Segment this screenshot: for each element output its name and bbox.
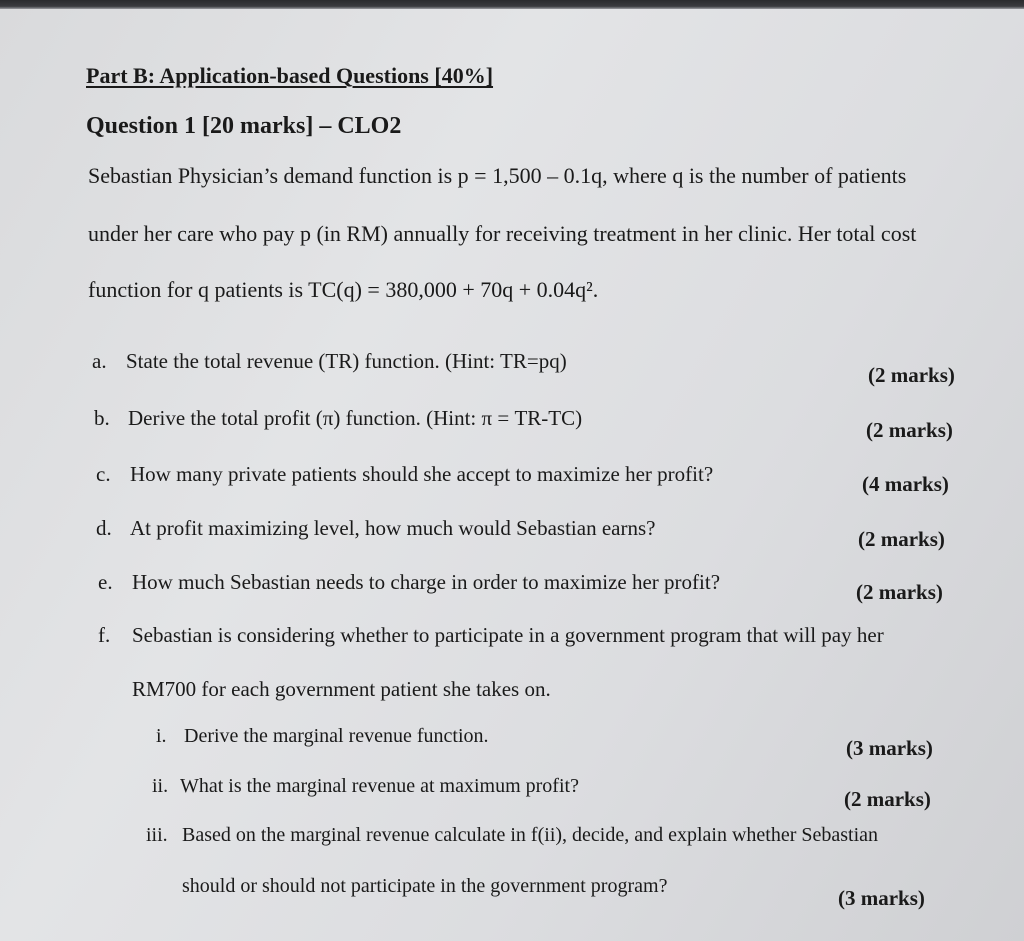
question-item-c: [96, 462, 713, 487]
question-item-d: [96, 516, 655, 541]
intro-line-2: under her care who pay p (in RM) annually for receiving treatment in her clinic. Her total cost: [88, 221, 917, 246]
item-label: c.: [96, 462, 111, 486]
question-item-f: [98, 623, 884, 648]
item-c-marks: (4 marks): [862, 472, 949, 496]
question-title: Question 1 [20 marks] – CLO2: [86, 113, 402, 139]
item-label: a.: [92, 349, 107, 373]
item-d-marks: (2 marks): [858, 527, 945, 551]
item-b-marks: (2 marks): [866, 418, 953, 442]
subitem-text: What is the marginal revenue at maximum profit?: [180, 775, 579, 797]
subquestion-iii: [146, 824, 878, 847]
subitem-text: Derive the marginal revenue function.: [184, 725, 489, 747]
item-text: Sebastian is considering whether to participate in a government program that will pay her: [132, 623, 884, 647]
subquestion-ii: [152, 775, 579, 798]
question-item-b: [94, 406, 582, 431]
intro-line-3: function for q patients is TC(q) = 380,000 + 70q + 0.04q².: [88, 277, 599, 302]
item-label: f.: [98, 623, 111, 647]
item-text: How much Sebastian needs to charge in order to maximize her profit?: [132, 570, 721, 594]
item-label: e.: [98, 570, 113, 594]
question-item-e: [98, 570, 720, 595]
subquestion-iii-continued: should or should not participate in the government program?: [182, 875, 668, 897]
item-text: At profit maximizing level, how much would Sebastian earns?: [130, 516, 656, 540]
intro-line-1: Sebastian Physician’s demand function is p = 1,500 – 0.1q, where q is the number of patients: [88, 163, 907, 188]
question-item-a: [92, 349, 567, 374]
question-item-f-continued: RM700 for each government patient she takes on.: [132, 677, 551, 701]
subitem-label: iii.: [146, 824, 168, 846]
subitem-ii-marks: (2 marks): [844, 787, 931, 811]
part-title: Part B: Application-based Questions [40%]: [86, 63, 494, 88]
item-text: How many private patients should she accept to maximize her profit?: [130, 462, 714, 486]
subitem-i-marks: (3 marks): [846, 736, 933, 760]
item-label: d.: [96, 516, 112, 540]
subitem-text: Based on the marginal revenue calculate in f(ii), decide, and explain whether Sebastian: [182, 824, 879, 846]
item-a-marks: (2 marks): [868, 363, 955, 387]
subitem-label: i.: [156, 725, 167, 747]
subitem-label: ii.: [152, 775, 169, 797]
item-e-marks: (2 marks): [856, 580, 943, 604]
item-text: State the total revenue (TR) function. (Hint: TR=pq): [126, 349, 567, 373]
subquestion-i: [156, 725, 489, 748]
item-label: b.: [94, 406, 110, 430]
subitem-iii-marks: (3 marks): [838, 886, 925, 910]
exam-sheet: [0, 9, 1024, 941]
item-text: Derive the total profit (π) function. (Hint: π = TR-TC): [128, 406, 583, 430]
monitor-bezel: [0, 0, 1024, 9]
